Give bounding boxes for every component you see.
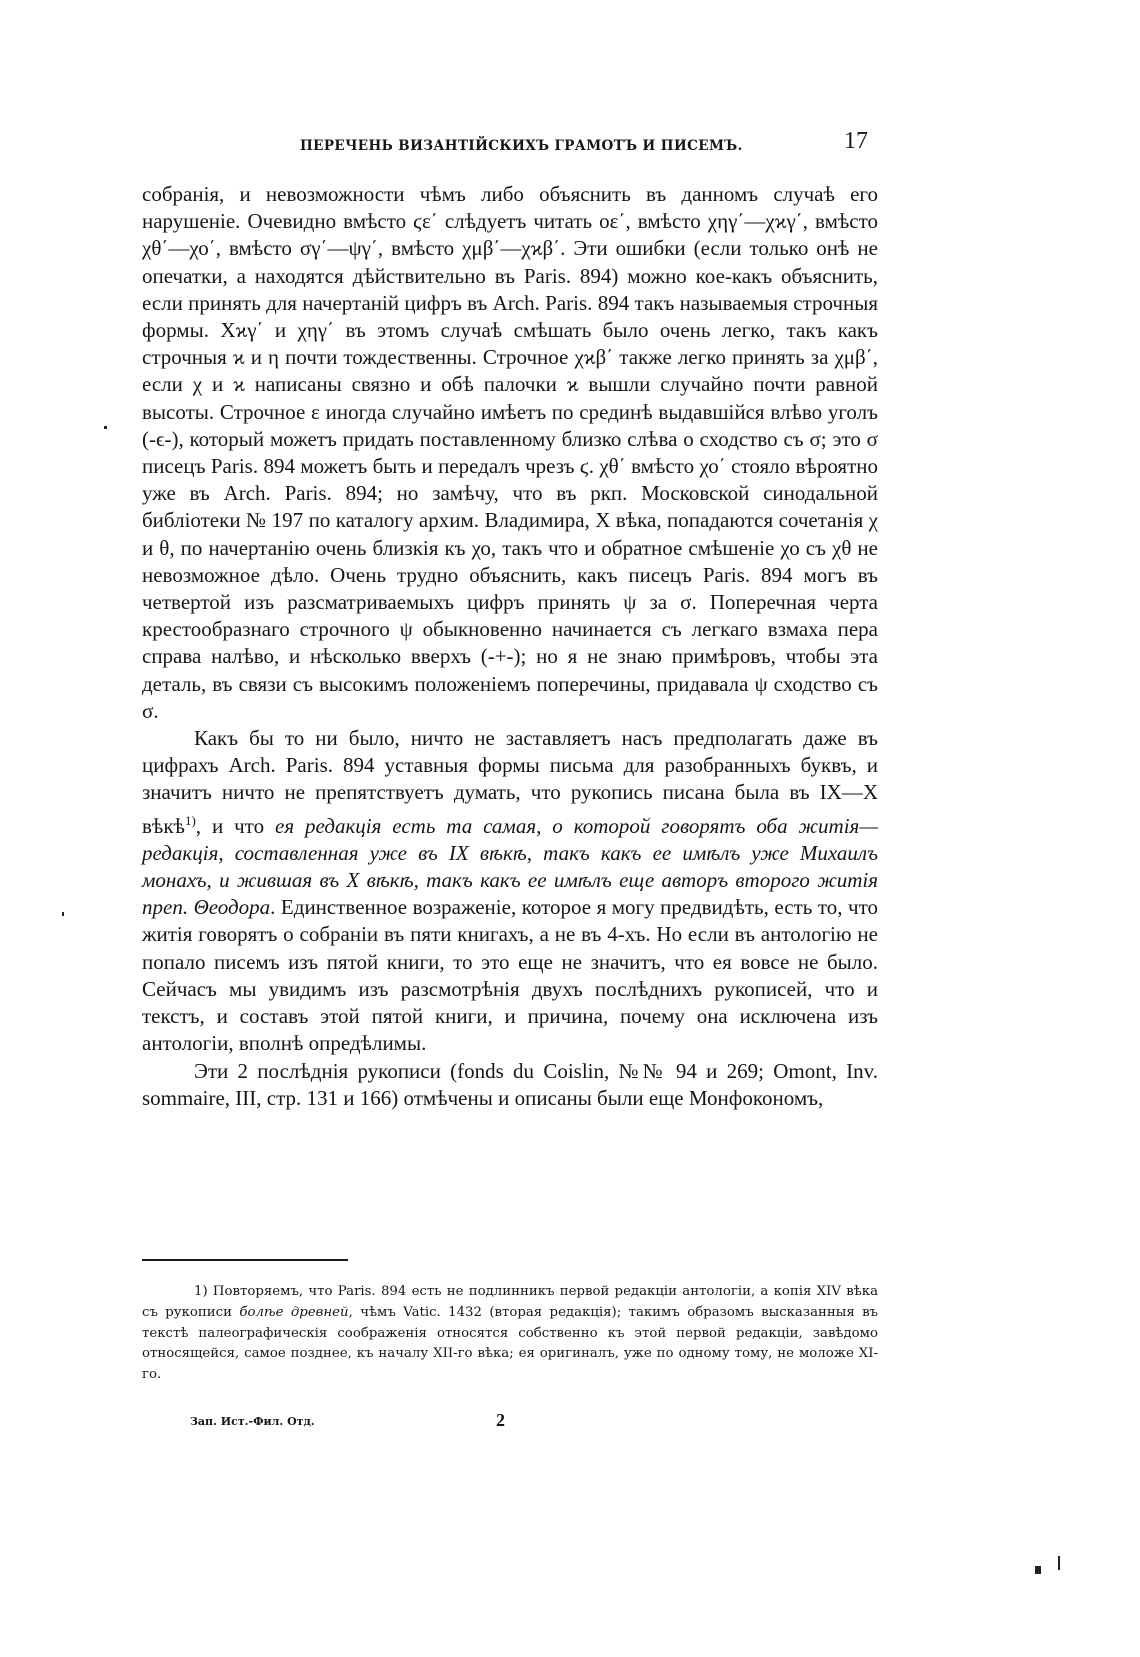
scan-mark xyxy=(1035,1566,1041,1574)
paragraph-1: собранія, и невозможности чѣмъ либо объяснить въ данномъ случаѣ его нарушеніе. Очевидно вмѣсто ϛε΄ слѣдуетъ читать οε΄, вмѣсто χηγ΄—χϰγ΄, вмѣсто χθ΄—χο΄, вмѣсто σγ΄—ψγ΄, вмѣсто χμβ΄—χϰβ΄. Эти ошибки (если только онѣ не опечатки, а находятся дѣйствительно въ Paris. 894) можно кое-какъ объяснить, если принять для начертаній цифръ въ Arch. Paris. 894 такъ называемыя строчныя формы. Χϰγ΄ и χηγ΄ въ этомъ случаѣ смѣшать было очень легко, такъ какъ строчныя ϰ и η почти тождественны. Строчное χϰβ΄ также легко принять за χμβ΄, если χ и ϰ написаны связно и обѣ палочки ϰ вышли случайно почти равной высоты. Строчное ε иногда случайно имѣетъ по срединѣ выдавшійся влѣво уголъ (-ϵ-), который можетъ придать поставленному близко слѣва ο сходство съ σ; это σ писецъ Paris. 894 можетъ быть и передалъ чрезъ ϛ. χθ΄ вмѣсто χο΄ стояло вѣроятно уже въ Arch. Paris. 894; но замѣчу, что въ ркп. Московской синодальной библіотеки № 197 по каталогу архим. Владимира, X вѣка, попадаются сочетанія χ и θ, по начертанію очень близкія къ χο, такъ что и обратное смѣшеніе χο съ χθ не невозможное дѣло. Очень трудно объяснить, какъ писецъ Paris. 894 могъ въ четвертой изъ разсматриваемыхъ цифръ принять ψ за σ. Поперечная черта крестообразнаго строчного ψ обыкновенно начинается съ легкаго взмаха пера справа налѣво, и нѣсколько вверхъ (-+-); но я не знаю примѣровъ, чтобы эта деталь, въ связи съ высокимъ положеніемъ поперечины, придавала ψ сходство съ σ. xyxy=(142,182,878,723)
footnote-reference[interactable]: 1) xyxy=(184,812,196,828)
footnote-end: , чѣмъ Vatic. 1432 (вторая редакція); такимъ образомъ высказанныя въ текстѣ палеографическія соображенія относятся собственно къ этой первой редакціи, завѣдомо относящейся, самое позднее, къ началу XII-го вѣка; ея оригиналъ, уже по одному тому, не моложе XI-го. xyxy=(142,1304,879,1383)
scan-mark xyxy=(1058,1556,1060,1570)
paragraph-2-middle: , и что xyxy=(195,813,276,838)
page-number: 17 xyxy=(844,128,868,154)
paragraph-2-italic: ея редакція есть та самая, о которой говорятъ оба житія—редакція, составленная уже въ IX вѣкѣ, такъ какъ ее имѣлъ уже Михаилъ монахъ, и жившая въ X вѣкѣ, такъ какъ ее имѣлъ еще авторъ второго житія преп. Θеодора xyxy=(142,813,878,920)
scan-mark xyxy=(62,912,64,916)
paragraph-2-end: . Единственное возраженіе, которое я могу предвидѣть, есть то, что житія говорятъ о собраніи въ пяти книгахъ, а не въ 4-хъ. Но если въ антологію не попало писемъ изъ пятой книги, то это еще не значитъ, что ея вовсе не было. Сейчасъ мы увидимъ изъ разсмотрѣнія двухъ послѣднихъ рукописей, что и текстъ, и составъ этой пятой книги, и причина, почему она исключена изъ антологіи, вполнѣ опредѣлимы. xyxy=(142,895,878,1056)
running-title: ПЕРЕЧЕНЬ ВИЗАНТІЙСКИХЪ ГРАМОТЪ И ПИСЕМЪ. xyxy=(300,138,743,154)
sheet-number: 2 xyxy=(496,1410,505,1430)
page-header xyxy=(140,128,880,164)
footnote-divider xyxy=(142,1259,348,1261)
scan-mark xyxy=(104,426,107,429)
footnote-start: 1) Повторяемъ, что Paris. 894 есть не подлинникъ первой редакціи антологіи, а копія XIV вѣка съ рукописи xyxy=(142,1284,878,1320)
signature-line: Зап. Ист.-Фил. Отд. xyxy=(190,1415,315,1428)
main-text xyxy=(142,181,878,1112)
footnote xyxy=(142,1282,878,1386)
paragraph-2 xyxy=(142,725,878,1057)
paragraph-2-start: Какъ бы то ни было, ничто не заставляетъ насъ предполагать даже въ цифрахъ Arch. Paris. 894 уставныя формы письма для разобранныхъ буквъ, и значитъ ничто не препятствуетъ думать, что рукопись писана была въ IX—X вѣкѣ xyxy=(142,726,878,838)
paragraph-3: Эти 2 послѣднія рукописи (fonds du Coislin, №№ 94 и 269; Omont, Inv. sommaire, III, стр. 131 и 166) отмѣчены и описаны были еще Монфокономъ, xyxy=(142,1058,878,1110)
footnote-italic: болѣе древней xyxy=(239,1304,349,1320)
